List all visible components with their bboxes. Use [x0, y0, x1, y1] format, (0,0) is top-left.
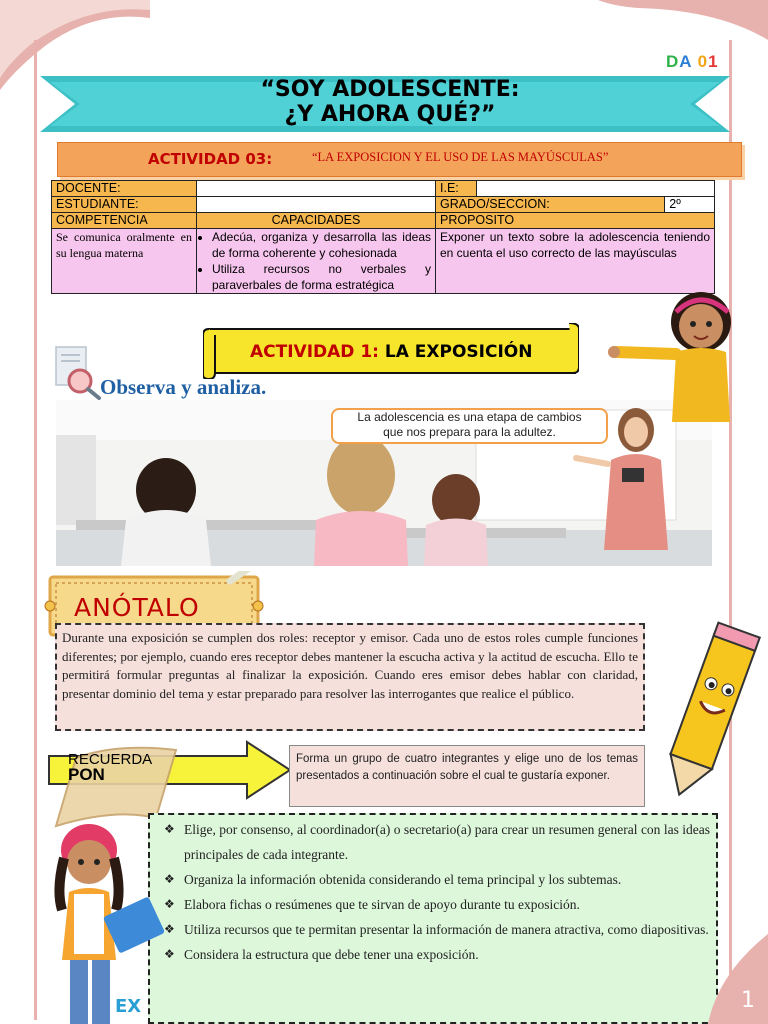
col-capacidades: CAPACIDADES — [197, 213, 436, 229]
grado-value[interactable]: 2º — [665, 197, 715, 213]
recuerda-sub: PON — [68, 765, 105, 784]
estudiante-value[interactable] — [197, 197, 436, 213]
capacidad-item: • Adecúa, organiza y desarrolla las ideas de forma coherente y cohesionada — [212, 229, 431, 261]
session-code: DA 01 — [666, 52, 719, 71]
footer-ex-text: EX — [115, 996, 142, 1017]
page-number: 1 — [741, 988, 755, 1013]
speech-bubble: La adolescencia es una etapa de cambios que nos prepara para la adultez. — [331, 408, 608, 444]
activity03-label: ACTIVIDAD 03: — [148, 150, 273, 168]
magnifier-document-icon — [54, 345, 104, 400]
competencia-text: Se comunica oralmente en su lengua materna — [52, 229, 197, 294]
steps-box — [148, 813, 718, 1024]
grado-label: GRADO/SECCION: — [436, 197, 665, 213]
group-instructions: Forma un grupo de cuatro integrantes y elige uno de los temas presentados a continuación sobre el cual te gustaría exponer. — [289, 745, 645, 807]
girl-pointing-illustration — [606, 292, 756, 422]
corner-text: VI — [672, 14, 701, 47]
list-item: ❖ Considera la estructura que debe tener una exposición. — [158, 942, 710, 967]
girl-clipboard-illustration — [34, 810, 174, 1024]
list-item: ❖ Elige, por consenso, al coordinador(a) o secretario(a) para crear un resumen general con las ideas principales de cada integrante. — [158, 817, 710, 867]
docente-value[interactable] — [197, 181, 436, 197]
activity1-title: ACTIVIDAD 1: LA EXPOSICIÓN — [250, 342, 533, 362]
ie-label: I.E: — [436, 181, 477, 197]
estudiante-label: ESTUDIANTE: — [52, 197, 197, 213]
ie-value[interactable] — [477, 181, 715, 197]
capacidad-item: • Utiliza recursos no verbales y paraverbales de forma estratégica — [212, 261, 431, 293]
anotalo-title: ANÓTALO — [74, 593, 200, 622]
recuerda-label: RECUERDA — [68, 751, 153, 768]
proposito-text: Exponer un texto sobre la adolescencia teniendo en cuenta el uso correcto de las mayúsculas — [436, 229, 715, 294]
activity03-title: “LA EXPOSICION Y EL USO DE LAS MAYÚSCULAS” — [312, 150, 609, 164]
anotalo-paragraph: Durante una exposición se cumplen dos roles: receptor y emisor. Cada uno de estos roles cumple funciones diferentes; por ejemplo, cuando eres receptor debes mantener la escucha activa y la actitud de escucha. Ello te permitirá formular preguntas al finalizar la exposición. Cuando eres emisor debes hablar con claridad, presentar dominio del tema y estar preparado para resolver las interrogantes que realice el público. — [55, 623, 645, 731]
list-item: ❖ Organiza la información obtenida considerando el tema principal y los subtemas. — [158, 867, 710, 892]
pencil-character-illustration — [650, 615, 768, 805]
col-proposito: PROPOSITO — [436, 213, 715, 229]
list-item: ❖ Utiliza recursos que te permitan presentar la información de manera atractiva, como diapositivas. — [158, 917, 710, 942]
corner-decoration-bottom-right — [708, 934, 768, 1024]
docente-label: DOCENTE: — [52, 181, 197, 197]
col-competencia: COMPETENCIA — [52, 213, 197, 229]
list-item: ❖ Elabora fichas o resúmenes que te sirvan de apoyo durante tu exposición. — [158, 892, 710, 917]
observe-heading: Observa y analiza. — [100, 375, 267, 399]
page-title: “SOY ADOLESCENTE: ¿Y AHORA QUÉ?” — [260, 77, 520, 127]
capacidades-cell — [197, 229, 436, 294]
right-border-line — [729, 40, 732, 1000]
info-table — [51, 180, 715, 294]
